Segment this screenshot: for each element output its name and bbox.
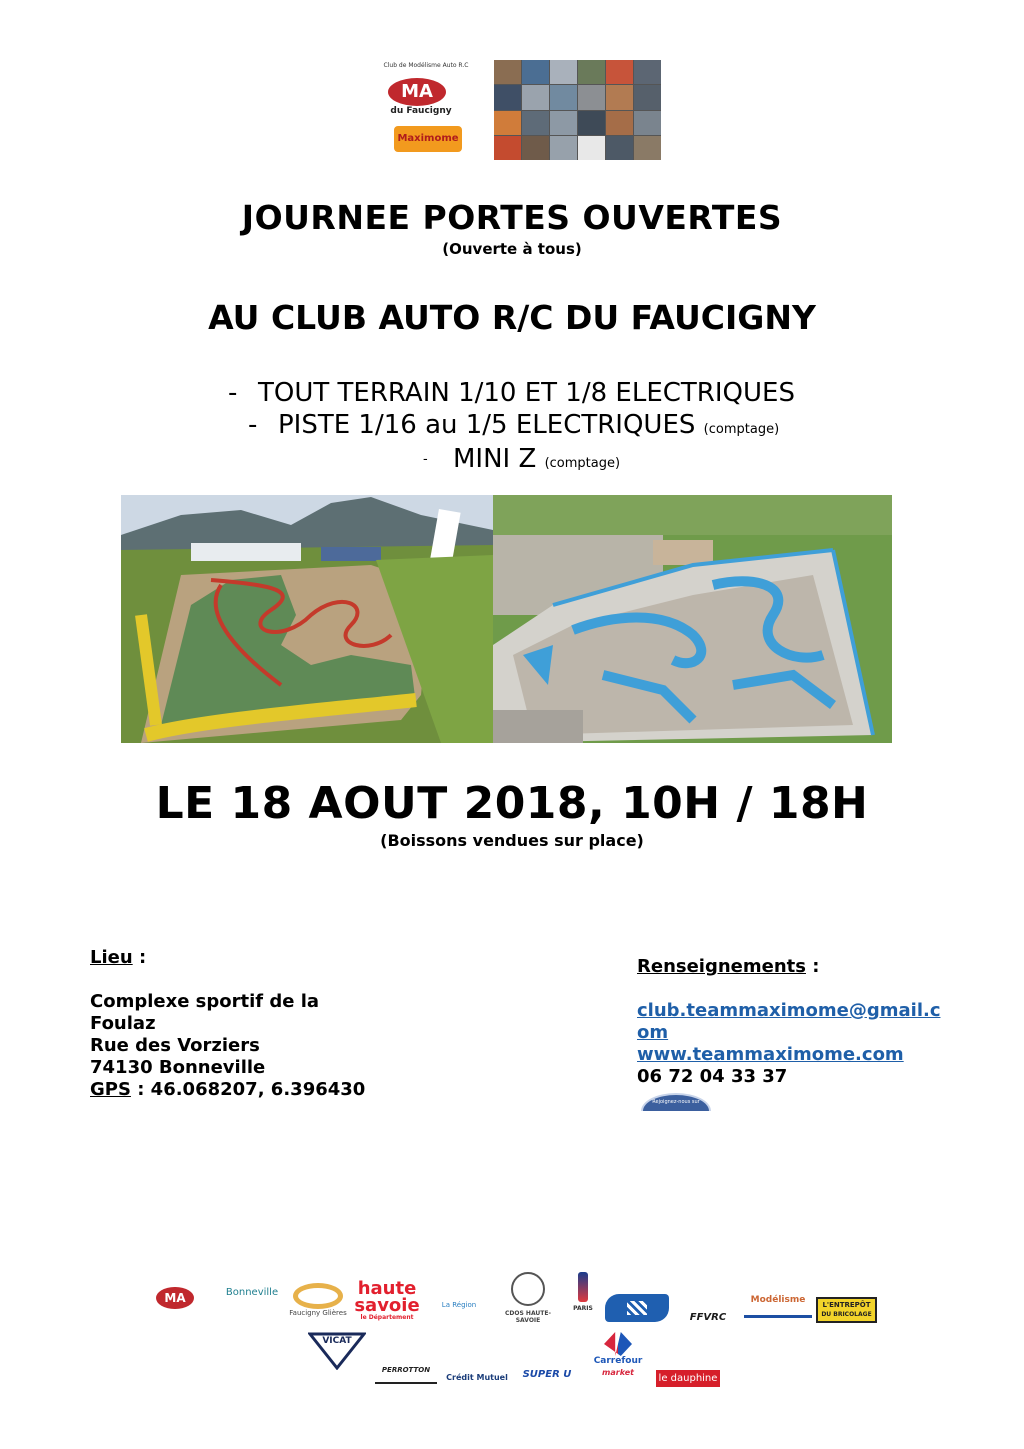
- carrefour-market-logo: [592, 1328, 644, 1382]
- carrefour-text-2: market: [602, 1368, 634, 1377]
- address-line: Complexe sportif de la: [90, 991, 320, 1012]
- category-item: [228, 378, 795, 408]
- category-text: MINI Z: [453, 444, 537, 474]
- blue-racing-logo: [605, 1294, 669, 1322]
- la-region-logo: La Région: [441, 1301, 477, 1309]
- credit-mutuel-logo: Crédit Mutuel: [446, 1372, 508, 1382]
- bonneville-logo: Bonneville: [225, 1286, 279, 1298]
- address-line: Foulaz: [90, 1013, 156, 1034]
- ffvrc-logo: FFVRC: [689, 1311, 727, 1323]
- haute-savoie-text-1: haute: [357, 1278, 417, 1299]
- contact-heading: Renseignements: [637, 956, 806, 977]
- le-dauphine-logo: le dauphine: [656, 1370, 720, 1387]
- list-dash: -: [248, 410, 258, 440]
- facebook-badge[interactable]: [641, 1093, 711, 1111]
- list-dash: -: [228, 378, 238, 408]
- faucigny-text: Faucigny Glières: [289, 1309, 347, 1317]
- onroad-track-photo: [493, 495, 892, 743]
- vicat-text: VICAT: [322, 1336, 352, 1346]
- address-line: 74130 Bonneville: [90, 1057, 266, 1078]
- cdos-text: CDOS HAUTE-SAVOIE: [505, 1310, 551, 1324]
- paris-torch-icon: [578, 1272, 588, 1302]
- team-maximome-logo: Maximome: [394, 126, 462, 152]
- heading-suffix: :: [805, 956, 820, 977]
- haute-savoie-logo: [352, 1278, 422, 1324]
- location-heading: Lieu: [90, 947, 133, 968]
- category-note: (comptage): [703, 422, 780, 437]
- checkered-flag-icon: [627, 1301, 647, 1315]
- paris-2024-logo: [566, 1264, 600, 1320]
- email-link[interactable]: club.teammaximome@gmail.com: [637, 1000, 941, 1043]
- phone-number: 06 72 04 33 37: [637, 1066, 788, 1087]
- club-logo-place: du Faucigny: [390, 106, 452, 116]
- cdos-emblem-icon: [511, 1272, 545, 1306]
- entrepot-text-2: DU BRICOLAGE: [821, 1311, 872, 1318]
- category-item: [423, 444, 620, 474]
- club-logo-top-text: Club de Modélisme Auto R.C: [383, 62, 469, 69]
- address-line: Rue des Vorziers: [90, 1035, 260, 1056]
- club-title: AU CLUB AUTO R/C DU FAUCIGNY: [208, 298, 816, 337]
- facebook-badge-text: Rejoignez-nous sur: [641, 1093, 711, 1111]
- event-date: LE 18 AOUT 2018, 10H / 18H: [155, 778, 869, 829]
- gps-value: : 46.068207, 6.396430: [130, 1079, 366, 1100]
- cdos-logo: [503, 1263, 553, 1333]
- paris-text: PARIS: [573, 1305, 593, 1312]
- entrepot-text-1: L'ENTREPÔT: [822, 1301, 871, 1309]
- gps-label: GPS: [90, 1079, 131, 1100]
- haute-savoie-text-2: savoie: [354, 1295, 420, 1316]
- carrefour-text-1: Carrefour: [593, 1356, 643, 1366]
- haute-savoie-text-3: le Département: [360, 1314, 414, 1321]
- heading-suffix: :: [132, 947, 147, 968]
- category-item: [248, 410, 779, 440]
- event-title: JOURNEE PORTES OUVERTES: [241, 198, 783, 237]
- perrotton-logo: PERROTTON: [375, 1358, 437, 1384]
- carrefour-icon: [604, 1332, 632, 1356]
- contact-block: [637, 956, 947, 1088]
- website-link[interactable]: www.teammaximome.com: [637, 1044, 904, 1065]
- location-block: [90, 947, 365, 1101]
- gps-line: [90, 1079, 365, 1101]
- drinks-note: (Boissons vendues sur place): [380, 831, 644, 850]
- faucigny-glieres-logo: [287, 1276, 349, 1324]
- list-dash: -: [423, 452, 428, 467]
- offroad-track-photo: [121, 495, 493, 743]
- faucigny-swirl-icon: [293, 1283, 343, 1309]
- event-subtitle: (Ouverte à tous): [442, 240, 582, 258]
- club-logo: [366, 60, 493, 160]
- vicat-logo: [308, 1330, 366, 1370]
- location-heading-line: [90, 947, 365, 969]
- entrepot-bricolage-logo: [816, 1297, 877, 1323]
- club-photo-collage: [494, 60, 661, 160]
- category-note: (comptage): [544, 456, 621, 471]
- club-logo-initials: MA: [388, 78, 446, 106]
- t-modelisme-logo: Modélisme: [744, 1285, 812, 1318]
- super-u-logo: SUPER U: [522, 1368, 572, 1380]
- contact-heading-line: [637, 956, 947, 978]
- category-text: TOUT TERRAIN 1/10 ET 1/8 ELECTRIQUES: [258, 378, 795, 408]
- category-text: PISTE 1/16 au 1/5 ELECTRIQUES: [278, 410, 696, 440]
- ma-logo-text: MA: [156, 1287, 193, 1309]
- ma-club-sponsor-logo: [143, 1275, 207, 1321]
